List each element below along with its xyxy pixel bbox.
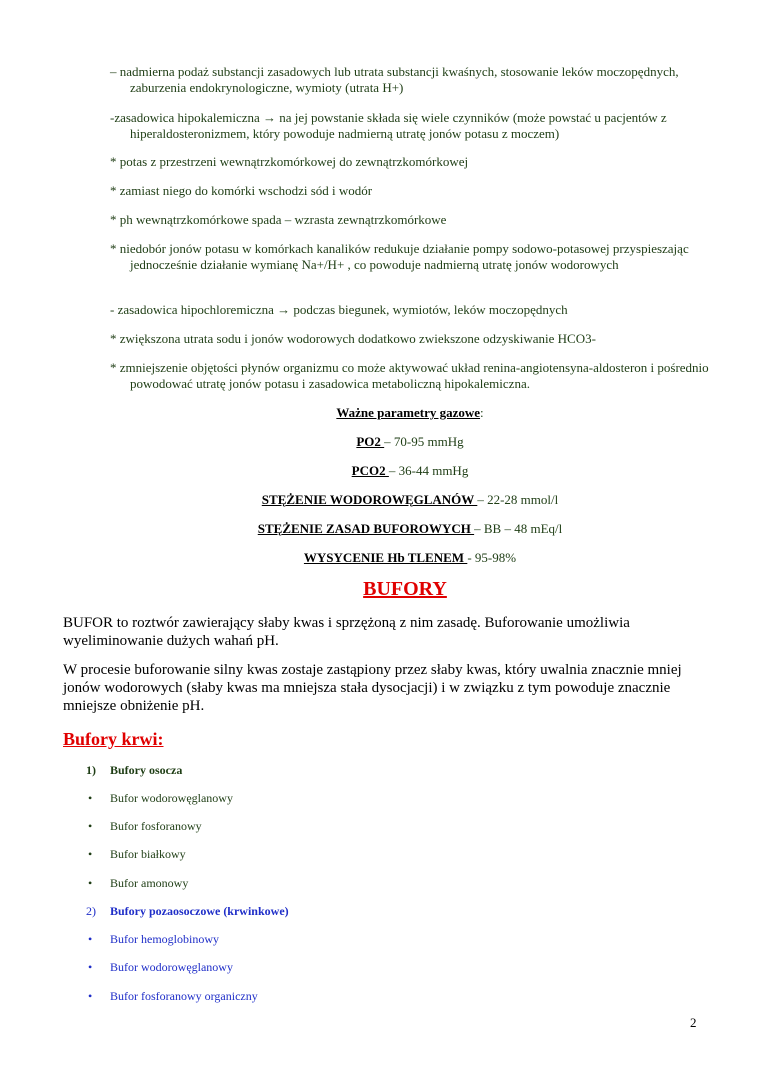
paragraph-line-2: -zasadowica hipokalemiczna → na jej powstanie składa się wiele czynników (może powstać u pacjentów z hiperaldosteronizmem, który powoduje nadmierną utratę jonów potasu z moczem): [110, 110, 667, 141]
param-pco2-label: PCO2: [351, 463, 389, 478]
bullet-icon: •: [88, 932, 93, 946]
group-1-number: 1): [86, 763, 96, 777]
list-item-text: Bufor amonowy: [110, 876, 189, 890]
list-item-text: Bufor białkowy: [110, 847, 186, 861]
page-number: 2: [690, 1015, 697, 1030]
bufory-heading: BUFORY: [363, 578, 447, 600]
param-pco2: [0, 463, 760, 479]
params-title-text: Ważne parametry gazowe: [336, 405, 481, 420]
list-item: [88, 791, 233, 806]
paragraph-line-4: * zamiast niego do komórki wschodzi sód i wodór: [110, 183, 373, 198]
paragraph-line-5: * ph wewnątrzkomórkowe spada – wzrasta zewnątrzkomórkowe: [110, 212, 447, 227]
bullet-icon: •: [88, 791, 93, 805]
bufory-paragraph-2: W procesie buforowanie silny kwas zostaje zastąpiony przez słaby kwas, który uwalnia znacznie mniej jonów wodorowych (słaby kwas ma mniejsza stała dysocjacji) i w związku z tym powoduje znacznie mniejsze obniżenie pH.: [63, 662, 682, 714]
param-po2-label: PO2: [356, 434, 385, 449]
paragraph-line-7: - zasadowica hipochloremiczna → podczas biegunek, wymiotów, leków moczopędnych: [110, 302, 568, 317]
bullet-icon: •: [88, 989, 93, 1003]
param-bb-value: – BB – 48 mEq/l: [474, 521, 563, 536]
group-2-heading: [86, 904, 289, 919]
param-saturation-label: WYSYCENIE Hb TLENEM: [303, 550, 468, 565]
list-item-text: Bufor fosforanowy: [110, 819, 202, 833]
param-po2-value: – 70-95 mmHg: [384, 434, 464, 449]
param-po2: [0, 434, 760, 450]
list-item: [88, 989, 258, 1004]
list-item-text: Bufor fosforanowy organiczny: [110, 989, 258, 1003]
list-item-text: Bufor hemoglobinowy: [110, 932, 219, 946]
paragraph-line-3: * potas z przestrzeni wewnątrzkomórkowej do zewnątrzkomórkowej: [110, 154, 469, 169]
bufory-krwi-heading: Bufory krwi:: [63, 729, 164, 749]
bullet-icon: •: [88, 847, 93, 861]
bullet-icon: •: [88, 876, 93, 890]
group-1-title: Bufory osocza: [110, 763, 183, 777]
group-2-number: 2): [86, 904, 96, 918]
bullet-icon: •: [88, 960, 93, 974]
param-saturation: [0, 550, 760, 566]
paragraph-line-8: * zwiększona utrata sodu i jonów wodorowych dodatkowo zwiekszone odzyskiwanie HCO3-: [110, 331, 596, 346]
list-item: [88, 819, 202, 834]
param-hco3-label: STĘŻENIE WODOROWĘGLANÓW: [261, 492, 478, 507]
paragraph-line-9: * zmniejszenie objętości płynów organizmu co może aktywować układ renina-angiotensyna-aldosteron i pośrednio powodować utratę jonów potasu i zasadowica metaboliczną hipokalemiczna.: [110, 360, 709, 391]
params-title-suffix: :: [480, 405, 484, 420]
param-hco3-value: – 22-28 mmol/l: [477, 492, 559, 507]
param-bb: [0, 521, 760, 537]
group-2-title: Bufory pozaosoczowe (krwinkowe): [110, 904, 289, 918]
bufory-paragraph-1: BUFOR to roztwór zawierający słaby kwas i sprzężoną z nim zasadę. Buforowanie umożliwia wyeliminowanie dużych wahań pH.: [63, 615, 630, 649]
list-item: [88, 932, 219, 947]
list-item: [88, 960, 233, 975]
group-1-heading: [86, 763, 182, 778]
list-item: [88, 876, 188, 891]
param-saturation-value: - 95-98%: [467, 550, 517, 565]
param-bb-label: STĘŻENIE ZASAD BUFOROWYCH: [257, 521, 475, 536]
bullet-icon: •: [88, 819, 93, 833]
paragraph-line-1: – nadmierna podaż substancji zasadowych lub utrata substancji kwaśnych, stosowanie leków moczopędnych, zaburzenia endokrynologiczne, wymioty (utrata H+): [110, 64, 679, 95]
list-item-text: Bufor wodorowęglanowy: [110, 960, 233, 974]
list-item-text: Bufor wodorowęglanowy: [110, 791, 233, 805]
paragraph-line-6: * niedobór jonów potasu w komórkach kanalików redukuje działanie pompy sodowo-potasowej przyspieszając jednocześnie działanie wymianę Na+/H+ , co powoduje nadmierną utratę jonów wodorowych: [110, 241, 689, 272]
param-hco3: [0, 492, 760, 508]
list-item: [88, 847, 186, 862]
params-title: [0, 405, 760, 421]
param-pco2-value: – 36-44 mmHg: [388, 463, 469, 478]
